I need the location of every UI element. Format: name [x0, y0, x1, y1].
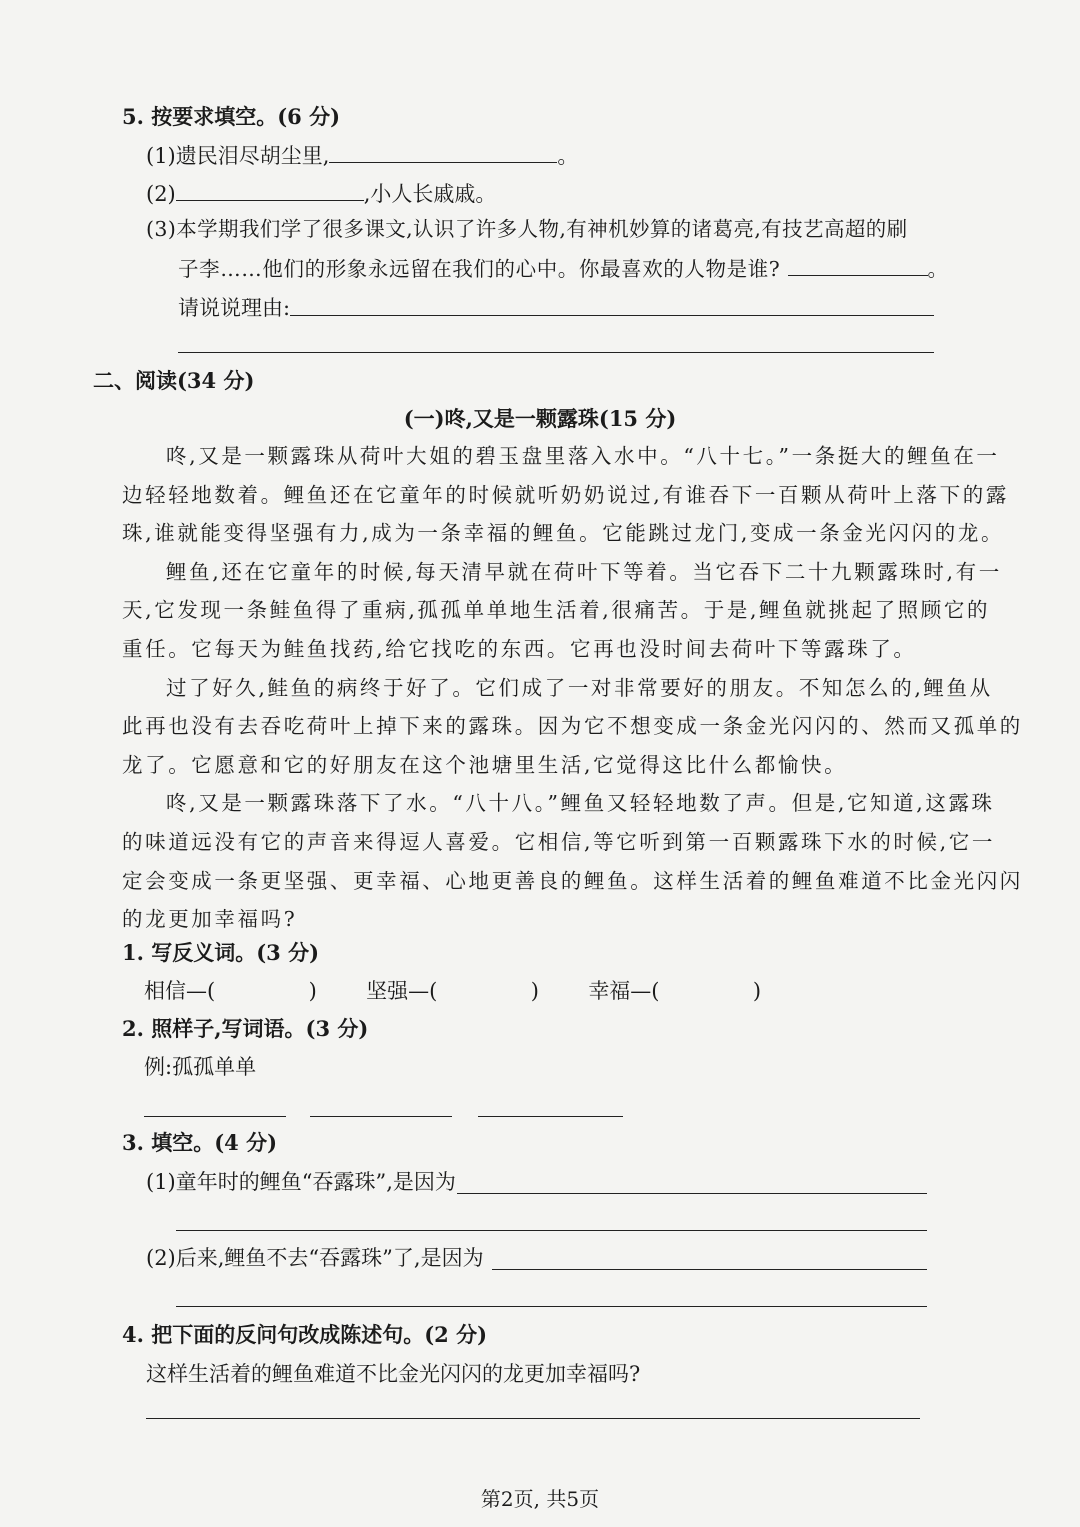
q5-item2-text: ,小人长戚戚。 [363, 182, 497, 206]
q5-item3-line2 [178, 253, 949, 284]
q5-item3-reason: 请说说理由: [178, 296, 291, 320]
reading-passage [122, 437, 1023, 939]
passage-line: 定会变成一条更坚强、更幸福、心地更善良的鲤鱼。这样生活着的鲤鱼难道不比金光闪闪 [122, 868, 1023, 893]
r3-item1-line-1[interactable] [457, 1193, 927, 1194]
r2-blank-2[interactable] [310, 1116, 452, 1117]
r4-title: 4. 把下面的反问句改成陈述句。(2 分) [122, 1322, 488, 1347]
q5-item2-blank[interactable] [176, 178, 364, 201]
r3-title: 3. 填空。(4 分) [122, 1130, 278, 1155]
q5-item1 [146, 140, 578, 171]
r2-blank-3[interactable] [478, 1116, 623, 1117]
passage-line: 龙了。它愿意和它的好朋友在这个池塘里生活,它觉得这比什么都愉快。 [122, 752, 848, 777]
section2-heading: 二、阅读(34 分) [93, 368, 255, 393]
q5-item3-favorite-blank[interactable] [788, 253, 928, 276]
r3-item1: (1)童年时的鲤鱼“吞露珠”,是因为 [146, 1170, 456, 1194]
r1-b-close: ) [530, 979, 539, 1003]
r2-blank-1[interactable] [144, 1116, 286, 1117]
q5-reason-line-2[interactable] [178, 352, 934, 353]
r1-c-label: 幸福—( [588, 979, 660, 1003]
q5-item2 [146, 178, 496, 209]
passage-line: 咚,又是一颗露珠落下了水。“八十八。”鲤鱼又轻轻地数了声。但是,它知道,这露珠 [166, 791, 995, 816]
q5-item2-label: (2) [146, 182, 176, 206]
passage-line: 的味道远没有它的声音来得逗人喜爱。它相信,等它听到第一百颗露珠下水的时候,它一 [122, 829, 995, 854]
q5-item1-end: 。 [557, 144, 579, 168]
passage-line: 此再也没有去吞吃荷叶上掉下来的露珠。因为它不想变成一条金光闪闪的、然而又孤单的 [122, 714, 1023, 739]
r2-example: 例:孤孤单单 [144, 1055, 257, 1079]
r3-item2-line-1[interactable] [492, 1269, 927, 1270]
r1-b-label: 坚强—( [366, 979, 438, 1003]
passage-line: 重任。它每天为鲑鱼找药,给它找吃的东西。它再也没时间去荷叶下等露珠了。 [122, 636, 917, 661]
q5-reason-line-1[interactable] [290, 315, 934, 316]
passage-line: 咚,又是一颗露珠从荷叶大姐的碧玉盘里落入水中。“八十七。”一条挺大的鲤鱼在一 [166, 444, 1000, 468]
passage-line: 鲤鱼,还在它童年的时候,每天清早就在荷叶下等着。当它吞下二十九颗露珠时,有一 [166, 559, 1002, 584]
r3-item1-line-2[interactable] [176, 1230, 927, 1231]
r3-item2-line-2[interactable] [176, 1306, 927, 1307]
q5-item3-line2-end: 。 [927, 257, 949, 281]
r4-answer-line[interactable] [146, 1418, 920, 1419]
passage-line: 过了好久,鲑鱼的病终于好了。它们成了一对非常要好的朋友。不知怎么的,鲤鱼从 [166, 675, 993, 700]
passage-line: 边轻轻地数着。鲤鱼还在它童年的时候就听奶奶说过,有谁吞下一百颗从荷叶上落下的露 [122, 482, 1009, 507]
passage-line: 天,它发现一条鲑鱼得了重病,孤孤单单地生活着,很痛苦。于是,鲤鱼就挑起了照顾它的 [122, 598, 991, 623]
r1-title: 1. 写反义词。(3 分) [122, 940, 320, 965]
passage-line: 的龙更加幸福吗? [122, 907, 298, 932]
q5-title: 5. 按要求填空。(6 分) [122, 104, 341, 129]
r1-c-close: ) [752, 979, 762, 1003]
r4-sentence: 这样生活着的鲤鱼难道不比金光闪闪的龙更加幸福吗? [146, 1362, 641, 1386]
q5-item1-blank[interactable] [329, 140, 557, 163]
r1-a-label: 相信—( [144, 979, 216, 1003]
page-number: 第2页, 共5页 [480, 1487, 600, 1511]
q5-item3-line1: (3)本学期我们学了很多课文,认识了许多人物,有神机妙算的诸葛亮,有技艺高超的刷 [146, 217, 908, 241]
q5-item3-line2-text: 子李……他们的形象永远留在我们的心中。你最喜欢的人物是谁? [178, 257, 781, 281]
passage-title: (一)咚,又是一颗露珠(15 分) [403, 406, 677, 431]
r2-title: 2. 照样子,写词语。(3 分) [122, 1016, 369, 1041]
r1-antonyms [144, 976, 764, 1006]
passage-line: 珠,谁就能变得坚强有力,成为一条幸福的鲤鱼。它能跳过龙门,变成一条金光闪闪的龙。 [122, 521, 1005, 546]
r3-item2: (2)后来,鲤鱼不去“吞露珠”了,是因为 [146, 1246, 484, 1270]
r1-a-close: ) [308, 979, 317, 1003]
q5-item1-text: (1)遗民泪尽胡尘里, [146, 144, 330, 168]
